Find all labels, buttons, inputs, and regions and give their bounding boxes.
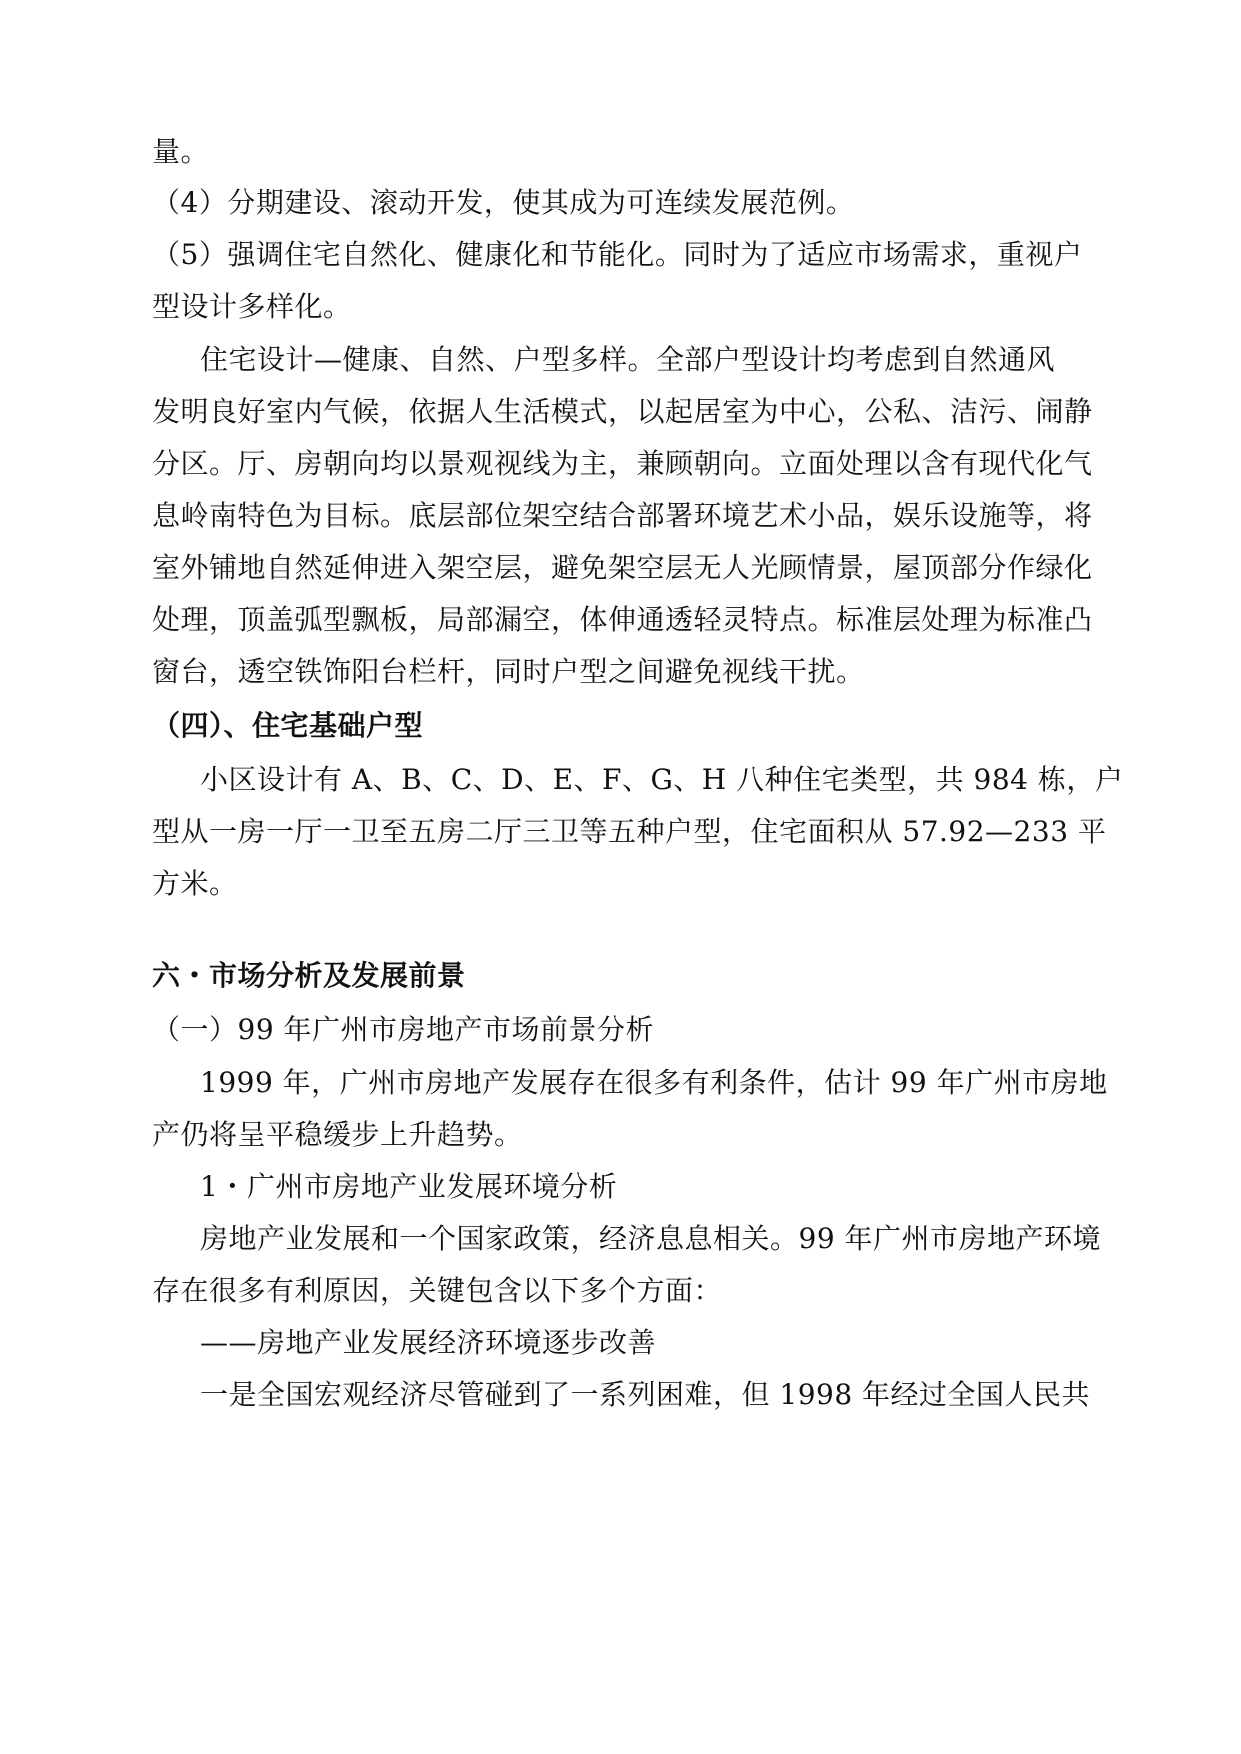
paragraph-line: 型从一房一厅一卫至五房二厅三卫等五种户型，住宅面积从 57.92—233 平 [152, 815, 1107, 848]
paragraph-line: 存在很多有利原因，关键包含以下多个方面： [152, 1274, 723, 1307]
list-item-5: （5）强调住宅自然化、健康化和节能化。同时为了适应市场需求，重视户 [152, 238, 1083, 271]
section-heading: （四）、住宅基础户型 [152, 709, 424, 742]
paragraph-line: 量。 [152, 135, 210, 168]
paragraph-line: 息岭南特色为目标。底层部位架空结合部署环境艺术小品，娱乐设施等，将 [152, 499, 1093, 532]
bullet-heading: ——房地产业发展经济环境逐步改善 [200, 1326, 657, 1359]
paragraph-line: 窗台，透空铁饰阳台栏杆，同时户型之间避免视线干扰。 [152, 655, 865, 688]
paragraph-line: 小区设计有 A、B、C、D、E、F、G、H 八种住宅类型，共 984 栋，户 [200, 763, 1124, 796]
paragraph-line: 处理，顶盖弧型飘板，局部漏空，体伸通透轻灵特点。标准层处理为标准凸 [152, 603, 1093, 636]
paragraph-line: 方米。 [152, 867, 238, 900]
chapter-heading: 六・市场分析及发展前景 [152, 959, 466, 992]
paragraph-line: 1999 年，广州市房地产发展存在很多有利条件，估计 99 年广州市房地 [200, 1066, 1108, 1099]
paragraph-line: 发明良好室内气候，依据人生活模式，以起居室为中心，公私、洁污、闹静 [152, 395, 1093, 428]
paragraph-line: 分区。厅、房朝向均以景观视线为主，兼顾朝向。立面处理以含有现代化气 [152, 447, 1093, 480]
paragraph-line: 型设计多样化。 [152, 290, 352, 323]
list-item-4: （4）分期建设、滚动开发，使其成为可连续发展范例。 [152, 186, 855, 219]
subsection-heading: 1・广州市房地产业发展环境分析 [200, 1170, 618, 1203]
paragraph-line: 住宅设计—健康、自然、户型多样。全部户型设计均考虑到自然通风 [200, 343, 1056, 376]
paragraph-line: 产仍将呈平稳缓步上升趋势。 [152, 1118, 523, 1151]
paragraph-line: 一是全国宏观经济尽管碰到了一系列困难，但 1998 年经过全国人民共 [200, 1378, 1091, 1411]
subsection-heading: （一）99 年广州市房地产市场前景分析 [152, 1013, 655, 1046]
paragraph-line: 房地产业发展和一个国家政策，经济息息相关。99 年广州市房地产环境 [200, 1222, 1102, 1255]
paragraph-line: 室外铺地自然延伸进入架空层，避免架空层无人光顾情景，屋顶部分作绿化 [152, 551, 1093, 584]
